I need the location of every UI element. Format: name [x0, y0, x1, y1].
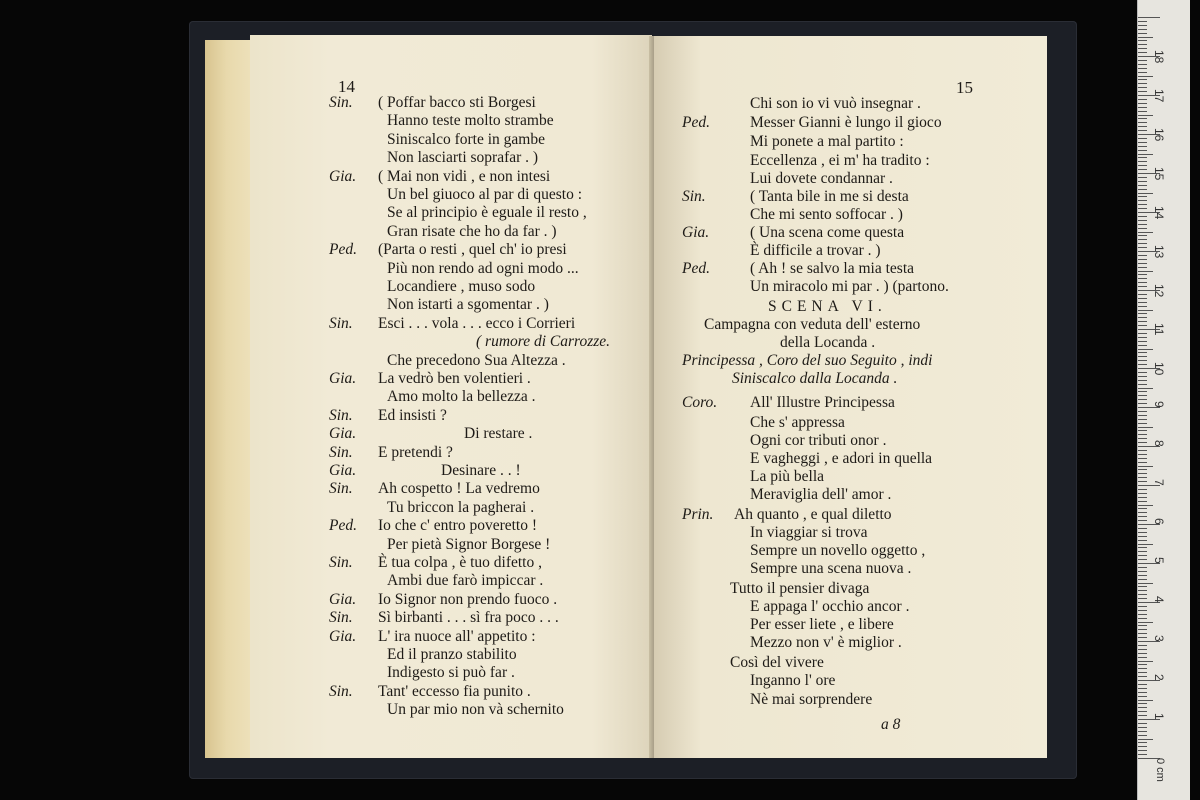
ruler-tick: [1138, 735, 1147, 736]
ruler-tick: [1138, 37, 1153, 38]
ruler-tick: [1138, 703, 1147, 704]
verse-line: La vedrò ben volentieri .: [378, 370, 531, 387]
ruler-tick: [1138, 185, 1147, 186]
ruler-unit: 0 cm: [1154, 758, 1166, 782]
ruler-number: 11: [1152, 323, 1166, 336]
verse-line: Ah quanto , e qual diletto: [734, 506, 892, 523]
verse-line: Ed insisti ?: [378, 406, 447, 424]
ruler-tick: [1138, 423, 1147, 424]
verse-line: All' Illustre Principessa: [750, 394, 895, 411]
verse-line: Che mi sento soffocar . ): [750, 206, 903, 223]
ruler-number: 15: [1152, 167, 1166, 181]
ruler-tick: [1138, 103, 1147, 104]
speaker-label: Ped.: [329, 241, 357, 259]
verse-line: Tu briccon la pagherai .: [387, 498, 535, 516]
measuring-ruler: [1137, 0, 1190, 800]
verse-line: Sempre un novello oggetto ,: [750, 542, 926, 559]
ruler-tick: [1138, 473, 1147, 474]
verse-line: Chi son io vi vuò insegnar .: [750, 95, 921, 112]
ruler-tick: [1138, 637, 1147, 638]
ruler-tick: [1138, 442, 1147, 443]
verse-line: Esci . . . vola . . . ecco i Corrieri: [378, 314, 576, 332]
ruler-tick: [1138, 306, 1147, 307]
verse-line: In viaggiar si trova: [750, 524, 868, 541]
ruler-tick: [1138, 645, 1147, 646]
ruler-tick: [1138, 169, 1147, 170]
ruler-tick: [1138, 723, 1147, 724]
ruler-tick: [1138, 391, 1147, 392]
ruler-tick: [1138, 118, 1147, 119]
ruler-tick: [1138, 508, 1147, 509]
ruler-tick: [1138, 746, 1147, 747]
ruler-tick: [1138, 177, 1147, 178]
verse-line: Di restare .: [464, 425, 533, 443]
verse-line: Amo molto la bellezza .: [387, 388, 536, 406]
ruler-tick: [1138, 415, 1147, 416]
verse-line: Eccellenza , ei m' ha tradito :: [750, 152, 930, 169]
verse-line: Ambi due farò impiccar .: [387, 572, 544, 590]
verse-line: ( Tanta bile in me si desta: [750, 188, 909, 205]
ruler-tick: [1138, 130, 1147, 131]
ruler-tick: [1138, 692, 1147, 693]
verse-line: ( Ah ! se salvo la mia testa: [750, 260, 914, 277]
speaker-label: Sin.: [329, 682, 353, 700]
ruler-tick: [1138, 83, 1147, 84]
ruler-tick: [1138, 193, 1153, 194]
ruler-tick: [1138, 372, 1147, 373]
ruler-tick: [1138, 688, 1147, 689]
ruler-tick: [1138, 21, 1147, 22]
stage-direction: della Locanda .: [780, 334, 876, 351]
verse-line: Che precedono Sua Altezza .: [387, 351, 566, 369]
verse-line: Così del vivere: [730, 654, 824, 671]
speaker-label: Sin.: [329, 480, 353, 498]
ruler-tick: [1138, 450, 1147, 451]
ruler-tick: [1138, 87, 1147, 88]
verse-line: Più non rendo ad ogni modo ...: [387, 259, 579, 277]
verse-line: Io Signor non prendo fuoco .: [378, 590, 558, 608]
ruler-tick: [1138, 501, 1147, 502]
ruler-tick: [1138, 208, 1147, 209]
ruler-tick: [1138, 649, 1147, 650]
ruler-tick: [1138, 64, 1147, 65]
stage-direction: Principessa , Coro del suo Seguito , indi: [682, 352, 933, 369]
ruler-tick: [1138, 146, 1147, 147]
ruler-tick: [1138, 72, 1147, 73]
ruler-number: 2: [1152, 674, 1166, 681]
ruler-number: 16: [1152, 128, 1166, 142]
verse-line: Un miracolo mi par . ) (partono.: [750, 278, 949, 295]
ruler-tick: [1138, 618, 1147, 619]
verse-line: ( Una scena come questa: [750, 224, 905, 241]
ruler-tick: [1138, 750, 1147, 751]
ruler-tick: [1138, 181, 1147, 182]
ruler-tick: [1138, 317, 1147, 318]
ruler-tick: [1138, 60, 1147, 61]
ruler-tick: [1138, 196, 1147, 197]
ruler-tick: [1138, 360, 1147, 361]
ruler-tick: [1138, 633, 1147, 634]
ruler-number: 14: [1152, 206, 1166, 220]
ruler-tick: [1138, 278, 1147, 279]
speaker-label: Gia.: [682, 224, 710, 241]
ruler-tick: [1138, 411, 1147, 412]
ruler-tick: [1138, 547, 1147, 548]
verse-line: Ah cospetto ! La vedremo: [378, 480, 540, 498]
ruler-tick: [1138, 138, 1147, 139]
speaker-label: Gia.: [329, 370, 357, 387]
ruler-tick: [1138, 696, 1147, 697]
ruler-tick: [1138, 271, 1153, 272]
ruler-tick: [1138, 434, 1147, 435]
speaker-label: Sin.: [329, 314, 353, 332]
verse-line: Siniscalco forte in gambe: [387, 130, 545, 148]
ruler-tick: [1138, 536, 1147, 537]
verse-line: E vagheggi , e adori in quella: [750, 450, 933, 467]
ruler-tick: [1138, 126, 1147, 127]
ruler-number: 17: [1152, 89, 1166, 103]
ruler-tick: [1138, 298, 1147, 299]
scene-heading: SCENA VI.: [768, 298, 887, 315]
ruler-tick: [1138, 325, 1147, 326]
ruler-tick: [1138, 625, 1147, 626]
verse-line: È tua colpa , è tuo difetto ,: [378, 554, 542, 571]
ruler-tick: [1138, 559, 1147, 560]
ruler-tick: [1138, 52, 1147, 53]
verse-line: Indigesto si può far .: [387, 664, 515, 682]
ruler-tick: [1138, 255, 1147, 256]
speaker-label: Coro.: [682, 394, 718, 411]
verse-line: Sì birbanti . . . sì fra poco . . .: [378, 609, 559, 627]
speaker-label: Sin.: [329, 609, 353, 627]
ruler-tick: [1138, 590, 1147, 591]
ruler-tick: [1138, 742, 1147, 743]
ruler-tick: [1138, 403, 1147, 404]
verse-line: Mezzo non v' è miglior .: [750, 634, 902, 651]
ruler-tick: [1138, 657, 1147, 658]
ruler-tick: [1138, 481, 1147, 482]
ruler-tick: [1138, 79, 1147, 80]
ruler-tick: [1138, 575, 1147, 576]
signature-mark: a 8: [881, 716, 901, 733]
ruler-tick: [1138, 204, 1147, 205]
ruler-tick: [1138, 263, 1147, 264]
ruler-tick: [1138, 458, 1147, 459]
verse-line: Non istarti a sgomentar . ): [387, 296, 549, 314]
ruler-tick: [1138, 684, 1147, 685]
ruler-tick: [1138, 555, 1147, 556]
ruler-tick: [1138, 622, 1153, 623]
ruler-tick: [1138, 384, 1147, 385]
ruler-tick: [1138, 676, 1147, 677]
verse-line: Non lasciarti soprafar . ): [387, 149, 539, 167]
ruler-tick: [1138, 282, 1147, 283]
ruler-tick: [1138, 653, 1147, 654]
ruler-tick: [1138, 352, 1147, 353]
ruler-tick: [1138, 364, 1147, 365]
verse-line: Per esser liete , e libere: [750, 616, 894, 633]
ruler-tick: [1138, 302, 1147, 303]
ruler-number: 12: [1152, 284, 1166, 298]
ruler-tick: [1138, 594, 1147, 595]
ruler-tick: [1138, 493, 1147, 494]
ruler-tick: [1138, 629, 1147, 630]
verse-line: Se al principio è eguale il resto ,: [387, 204, 587, 222]
ruler-number: 5: [1152, 557, 1166, 564]
ruler-tick: [1138, 532, 1147, 533]
ruler-tick: [1138, 583, 1153, 584]
ruler-tick: [1138, 286, 1147, 287]
ruler-tick: [1138, 150, 1147, 151]
verse-line: Per pietà Signor Borgese !: [387, 535, 551, 553]
ruler-tick: [1138, 462, 1147, 463]
ruler-number: 18: [1152, 50, 1166, 64]
ruler-tick: [1138, 68, 1147, 69]
ruler-tick: [1138, 505, 1153, 506]
ruler-tick: [1138, 29, 1147, 30]
verse-line: Tutto il pensier divaga: [730, 580, 870, 597]
ruler-tick: [1138, 220, 1147, 221]
ruler-tick: [1138, 25, 1147, 26]
ruler-tick: [1138, 294, 1147, 295]
ruler-tick: [1138, 33, 1147, 34]
ruler-tick: [1138, 727, 1147, 728]
speaker-label: Ped.: [682, 114, 710, 131]
ruler-tick: [1138, 586, 1147, 587]
ruler-tick: [1138, 142, 1147, 143]
verse-line: E pretendi ?: [378, 443, 453, 461]
ruler-tick: [1138, 216, 1147, 217]
ruler-tick: [1138, 235, 1147, 236]
speaker-label: Sin.: [682, 188, 706, 205]
ruler-tick: [1138, 567, 1147, 568]
ruler-tick: [1138, 111, 1147, 112]
ruler-tick: [1138, 497, 1147, 498]
ruler-tick: [1138, 438, 1147, 439]
ruler-tick: [1138, 337, 1147, 338]
ruler-tick: [1138, 528, 1147, 529]
verse-line: Inganno l' ore: [750, 672, 836, 689]
speaker-label: Sin.: [329, 554, 353, 571]
ruler-tick: [1138, 715, 1147, 716]
ruler-tick: [1138, 76, 1153, 77]
ruler-tick: [1138, 395, 1147, 396]
page-number: 15: [956, 78, 973, 97]
stage-direction: Campagna con veduta dell' esterno: [704, 316, 921, 333]
ruler-tick: [1138, 313, 1147, 314]
ruler-tick: [1138, 333, 1147, 334]
verse-line: Sempre una scena nuova .: [750, 560, 912, 577]
speaker-label: Gia.: [329, 462, 357, 479]
ruler-tick: [1138, 427, 1153, 428]
verse-line: Che s' appressa: [750, 414, 845, 431]
ruler-tick: [1138, 672, 1147, 673]
ruler-tick: [1138, 115, 1153, 116]
verse-line: Mi ponete a mal partito :: [750, 133, 904, 150]
ruler-tick: [1138, 430, 1147, 431]
ruler-tick: [1138, 157, 1147, 158]
ruler-number: 1: [1152, 713, 1166, 720]
speaker-label: Ped.: [682, 260, 710, 277]
verse-line: Tant' eccesso fia punito .: [378, 682, 531, 700]
verse-line: Un bel giuoco al par di questo :: [387, 186, 582, 203]
ruler-tick: [1138, 274, 1147, 275]
ruler-tick: [1138, 243, 1147, 244]
ruler-tick: [1138, 544, 1153, 545]
ruler-number: 13: [1152, 245, 1166, 259]
verse-line: Un par mio non và schernito: [387, 701, 564, 719]
ruler-tick: [1138, 466, 1153, 467]
ruler-number: 10: [1152, 362, 1166, 376]
ruler-tick: [1138, 17, 1160, 18]
ruler-tick: [1138, 419, 1147, 420]
ruler-tick: [1138, 154, 1153, 155]
ruler-number: 6: [1152, 518, 1166, 525]
verse-line: Gran risate che ho da far . ): [387, 222, 557, 240]
ruler-tick: [1138, 224, 1147, 225]
verse-line: Locandiere , muso sodo: [387, 278, 536, 295]
speaker-label: Gia.: [329, 590, 357, 608]
verse-line: L' ira nuoce all' appetito :: [378, 627, 536, 645]
ruler-tick: [1138, 388, 1153, 389]
ruler-tick: [1138, 551, 1147, 552]
ruler-tick: [1138, 380, 1147, 381]
verse-line: Io che c' entro poveretto !: [378, 517, 538, 535]
ruler-tick: [1138, 516, 1147, 517]
verse-line: Desinare . . !: [441, 462, 521, 479]
ruler-tick: [1138, 540, 1147, 541]
ruler-tick: [1138, 259, 1147, 260]
ruler-tick: [1138, 489, 1147, 490]
page-number: 14: [338, 77, 355, 96]
verse-line: È difficile a trovar . ): [750, 242, 881, 259]
ruler-tick: [1138, 700, 1153, 701]
ruler-tick: [1138, 610, 1147, 611]
ruler-number: 3: [1152, 635, 1166, 642]
ruler-number: 7: [1152, 479, 1166, 486]
ruler-tick: [1138, 512, 1147, 513]
speaker-label: Ped.: [329, 517, 357, 535]
ruler-tick: [1138, 44, 1147, 45]
ruler-tick: [1138, 731, 1147, 732]
speaker-label: Sin.: [329, 443, 353, 461]
ruler-tick: [1138, 349, 1153, 350]
verse-line: Ogni cor tributi onor .: [750, 432, 887, 449]
ruler-tick: [1138, 165, 1147, 166]
ruler-tick: [1138, 376, 1147, 377]
verse-line: Messer Gianni è lungo il gioco: [750, 114, 942, 131]
speaker-label: Sin.: [329, 406, 353, 424]
ruler-tick: [1138, 321, 1147, 322]
ruler-tick: [1138, 739, 1153, 740]
verse-line: ( rumore di Carrozze.: [476, 333, 611, 351]
ruler-tick: [1138, 267, 1147, 268]
speaker-label: Gia.: [329, 425, 357, 443]
ruler-tick: [1138, 579, 1147, 580]
ruler-tick: [1138, 200, 1147, 201]
speaker-label: Prin.: [682, 506, 714, 523]
ruler-number: 9: [1152, 401, 1166, 408]
verse-line: Hanno teste molto strambe: [387, 112, 554, 130]
ruler-tick: [1138, 107, 1147, 108]
ruler-tick: [1138, 247, 1147, 248]
ruler-tick: [1138, 161, 1147, 162]
ruler-number: 4: [1152, 596, 1166, 603]
ruler-tick: [1138, 239, 1147, 240]
verse-line: E appaga l' occhio ancor .: [750, 598, 910, 615]
ruler-tick: [1138, 345, 1147, 346]
ruler-tick: [1138, 310, 1153, 311]
verse-line: Nè mai sorprendere: [750, 691, 873, 708]
ruler-tick: [1138, 469, 1147, 470]
verse-line: ( Poffar bacco sti Borgesi: [378, 94, 536, 111]
ruler-tick: [1138, 122, 1147, 123]
right-page: [654, 36, 1047, 758]
verse-line: Ed il pranzo stabilito: [387, 646, 517, 663]
verse-line: Meraviglia dell' amor .: [750, 486, 892, 503]
ruler-tick: [1138, 598, 1147, 599]
verse-line: Lui dovete condannar .: [750, 170, 893, 187]
stage-direction: Siniscalco dalla Locanda .: [732, 370, 898, 387]
verse-line: La più bella: [750, 468, 825, 485]
ruler-tick: [1138, 571, 1147, 572]
ruler-tick: [1138, 228, 1147, 229]
ruler-tick: [1138, 189, 1147, 190]
ruler-tick: [1138, 711, 1147, 712]
ruler-tick: [1138, 661, 1153, 662]
speaker-label: Sin.: [329, 94, 353, 111]
ruler-tick: [1138, 48, 1147, 49]
ruler-tick: [1138, 99, 1147, 100]
ruler-tick: [1138, 477, 1147, 478]
ruler-tick: [1138, 356, 1147, 357]
ruler-number: 8: [1152, 440, 1166, 447]
speaker-label: Gia.: [329, 627, 357, 645]
ruler-tick: [1138, 399, 1147, 400]
speaker-label: Gia.: [329, 167, 357, 185]
ruler-tick: [1138, 707, 1147, 708]
ruler-tick: [1138, 341, 1147, 342]
ruler-tick: [1138, 454, 1147, 455]
ruler-tick: [1138, 232, 1153, 233]
left-page: [250, 35, 652, 758]
ruler-tick: [1138, 754, 1147, 755]
ruler-tick: [1138, 40, 1147, 41]
ruler-tick: [1138, 668, 1147, 669]
ruler-tick: [1138, 664, 1147, 665]
ruler-tick: [1138, 606, 1147, 607]
verse-line: ( Mai non vidi , e non intesi: [378, 167, 551, 185]
ruler-tick: [1138, 91, 1147, 92]
ruler-tick: [1138, 614, 1147, 615]
verse-line: (Parta o resti , quel ch' io presi: [378, 241, 567, 259]
ruler-tick: [1138, 520, 1147, 521]
